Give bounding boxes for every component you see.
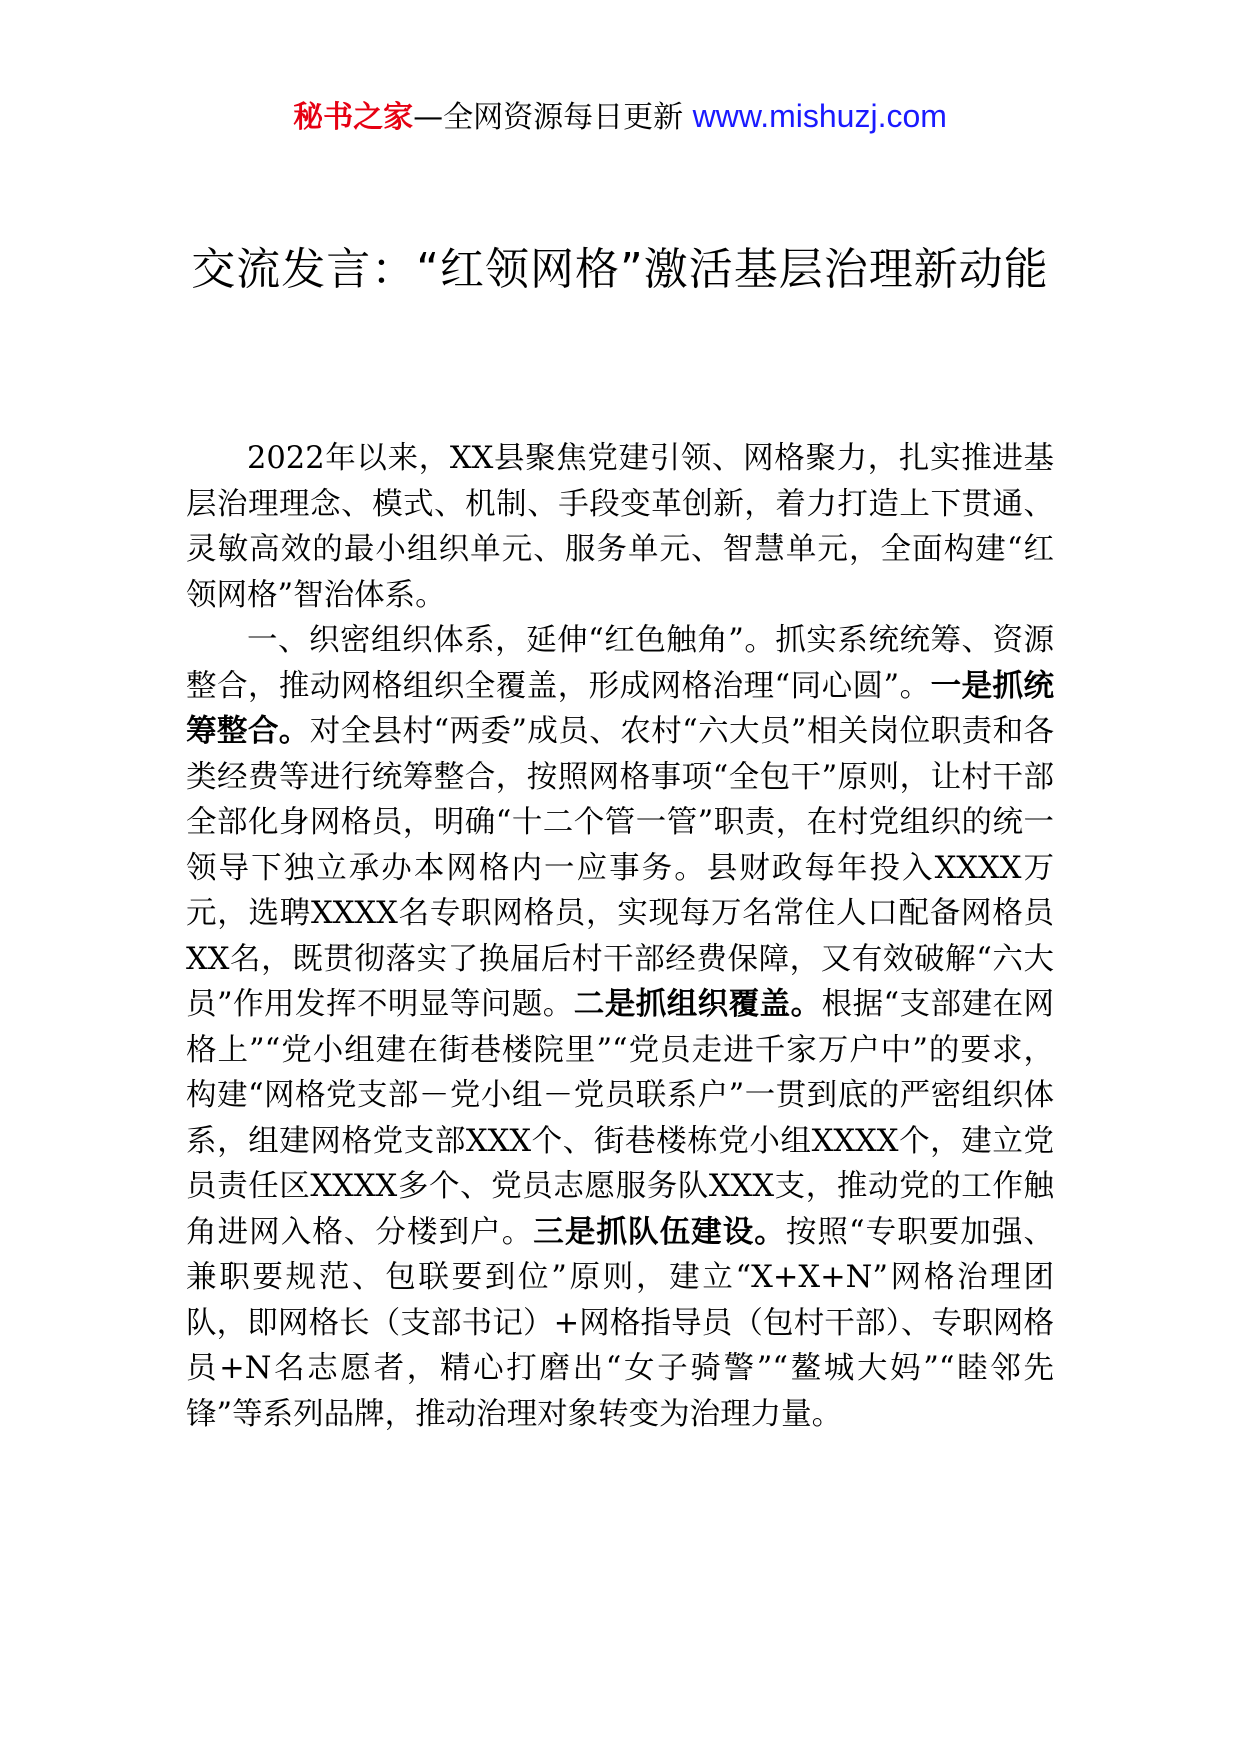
- document-body: [186, 436, 1054, 1437]
- point-3-text: 按照“专职要加强、兼职要规范、包联要到位”原则，建立“X+X+N”网格治理团队，即网格长（支部书记）+网格指导员（包村干部）、专职网格员+N名志愿者，精心打磨出“女子骑警”“鳌城大妈”“睦邻先锋”等系列品牌，推动治理对象转变为治理力量。: [186, 1214, 1055, 1432]
- section-1-paragraph: [186, 618, 1054, 1437]
- site-url-link[interactable]: www.mishuzj.com: [692, 98, 947, 134]
- intro-paragraph: 2022年以来，XX县聚焦党建引领、网格聚力，扎实推进基层治理理念、模式、机制、手段变革创新，着力打造上下贯通、灵敏高效的最小组织单元、服务单元、智慧单元，全面构建“红领网格”智治体系。: [186, 441, 1054, 613]
- section-1-heading: 一、织密组织体系，延伸“红色触角”。: [247, 623, 776, 658]
- site-tagline: —全网资源每日更新: [413, 100, 693, 135]
- point-2-text: 根据“支部建在网格上”“党小组建在街巷楼院里”“党员走进千家万户中”的要求，构建“网格党支部－党小组－党员联系户”一贯到底的严密组织体系，组建网格党支部XXX个、街巷楼栋党小组XXXX个，建立党员责任区XXXX多个、党员志愿服务队XXX支，推动党的工作触角进网入格、分楼到户。: [186, 987, 1055, 1250]
- point-1-text: 对全县村“两委”成员、农村“六大员”相关岗位职责和各类经费等进行统筹整合，按照网格事项“全包干”原则，让村干部全部化身网格员，明确“十二个管一管”职责，在村党组织的统一领导下独立承办本网格内一应事务。县财政每年投入XXXX万元，选聘XXXX名专职网格员，实现每万名常住人口配备网格员XX名，既贯彻落实了换届后村干部经费保障，又有效破解“六大员”作用发挥不明显等问题。: [186, 714, 1055, 1022]
- point-3-title: 三是抓队伍建设。: [533, 1214, 786, 1250]
- site-header: [0, 96, 1240, 138]
- site-brand: 秘书之家: [293, 100, 414, 135]
- section-1-lead: 抓实系统统筹、资源整合，推动网格组织全覆盖，形成网格治理“同心圆”。: [186, 623, 1055, 704]
- point-1-title: 一是抓统筹整合。: [186, 668, 1055, 749]
- document-title: 交流发言：“红领网格”激活基层治理新动能: [191, 244, 1049, 295]
- point-2-title: 二是抓组织覆盖。: [573, 987, 822, 1022]
